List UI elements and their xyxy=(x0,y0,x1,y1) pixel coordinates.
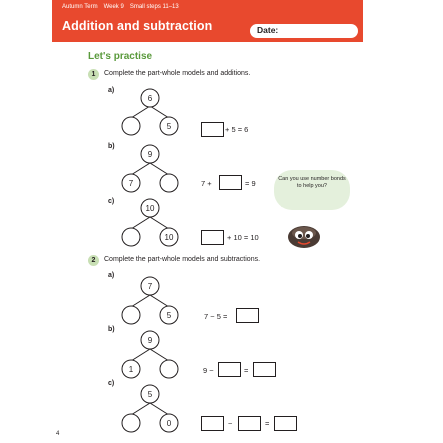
q2c-whole-value: 5 xyxy=(147,390,153,399)
q1b-part-left-value: 7 xyxy=(128,179,134,188)
q2c-part-right-value: 0 xyxy=(166,419,172,428)
q2a-part-whole-model xyxy=(115,275,185,327)
question-number-1: 1 xyxy=(88,69,99,80)
q2b-answer-box-1[interactable] xyxy=(218,362,241,377)
q2a-whole-value: 7 xyxy=(147,282,153,291)
q2b-answer-box-2[interactable] xyxy=(253,362,276,377)
question-1-text: Complete the part-whole models and additions. xyxy=(104,70,251,77)
q2c-part-left-circle[interactable] xyxy=(122,414,140,432)
q2a-part-left-circle[interactable] xyxy=(122,306,140,324)
page-number: 4 xyxy=(56,431,60,437)
steps-label: Small steps 11–13 xyxy=(129,4,179,10)
q2b-whole-value: 9 xyxy=(147,336,153,345)
term-label: Autumn Term xyxy=(62,4,98,10)
q1c-answer-box[interactable] xyxy=(201,230,224,245)
date-label: Date: xyxy=(257,25,279,35)
q1b-part-whole-model xyxy=(115,143,185,195)
q2c-answer-box-2[interactable] xyxy=(238,416,261,431)
q2a-label: a) xyxy=(108,272,115,279)
q2b-label: b) xyxy=(108,326,115,333)
q2a-answer-box[interactable] xyxy=(236,308,259,323)
q1c-whole-value: 10 xyxy=(145,204,155,213)
q2c-answer-box-3[interactable] xyxy=(274,416,297,431)
q1b-whole-value: 9 xyxy=(147,150,153,159)
q2c-equals: = xyxy=(265,419,270,428)
q2a-part-right-value: 5 xyxy=(166,311,172,320)
q1b-part-right-circle[interactable] xyxy=(160,174,178,192)
q1a-equation: + 5 = 6 xyxy=(225,125,249,134)
q1b-equation-end: = 9 xyxy=(245,179,256,188)
round-character-icon xyxy=(286,223,322,249)
question-2-text: Complete the part-whole models and subtractions. xyxy=(104,256,261,263)
q2c-minus: − xyxy=(228,419,233,428)
q2b-part-whole-model xyxy=(115,329,185,381)
q2b-equals: = xyxy=(244,366,249,375)
q1a-part-left-circle[interactable] xyxy=(122,117,140,135)
q1c-part-right-value: 10 xyxy=(164,233,174,242)
q1c-label: c) xyxy=(108,198,115,205)
date-field[interactable] xyxy=(250,24,358,38)
q2a-equation: 7 − 5 = xyxy=(204,312,228,321)
q1a-part-whole-model xyxy=(115,86,185,138)
question-number-2: 2 xyxy=(88,255,99,266)
q1b-answer-box[interactable] xyxy=(219,175,242,190)
q1a-line-right xyxy=(150,106,169,118)
q2b-part-left-value: 1 xyxy=(128,365,134,374)
hint-text: Can you use number bonds to help you? xyxy=(278,176,346,189)
q1c-part-whole-model xyxy=(115,197,185,249)
q2c-answer-box-1[interactable] xyxy=(201,416,224,431)
q1a-label: a) xyxy=(108,87,115,94)
section-heading: Let's practise xyxy=(88,51,153,62)
week-label: Week 9 xyxy=(103,4,124,10)
q2c-part-whole-model xyxy=(115,383,185,435)
q2b-part-right-circle[interactable] xyxy=(160,360,178,378)
q2c-label: c) xyxy=(108,380,115,387)
q1a-answer-box[interactable] xyxy=(201,122,224,137)
q1a-line-left xyxy=(131,106,150,118)
q1c-part-left-circle[interactable] xyxy=(122,228,140,246)
q1a-part-right-value: 5 xyxy=(166,122,172,131)
header-meta xyxy=(62,4,179,10)
q1a-whole-value: 6 xyxy=(147,94,153,103)
q2b-equation-start: 9 − xyxy=(203,366,214,375)
q1b-label: b) xyxy=(108,143,115,150)
page-title: Addition and subtraction xyxy=(62,19,213,33)
q1b-equation-start: 7 + xyxy=(201,179,212,188)
q1c-equation: + 10 = 10 xyxy=(227,233,259,242)
